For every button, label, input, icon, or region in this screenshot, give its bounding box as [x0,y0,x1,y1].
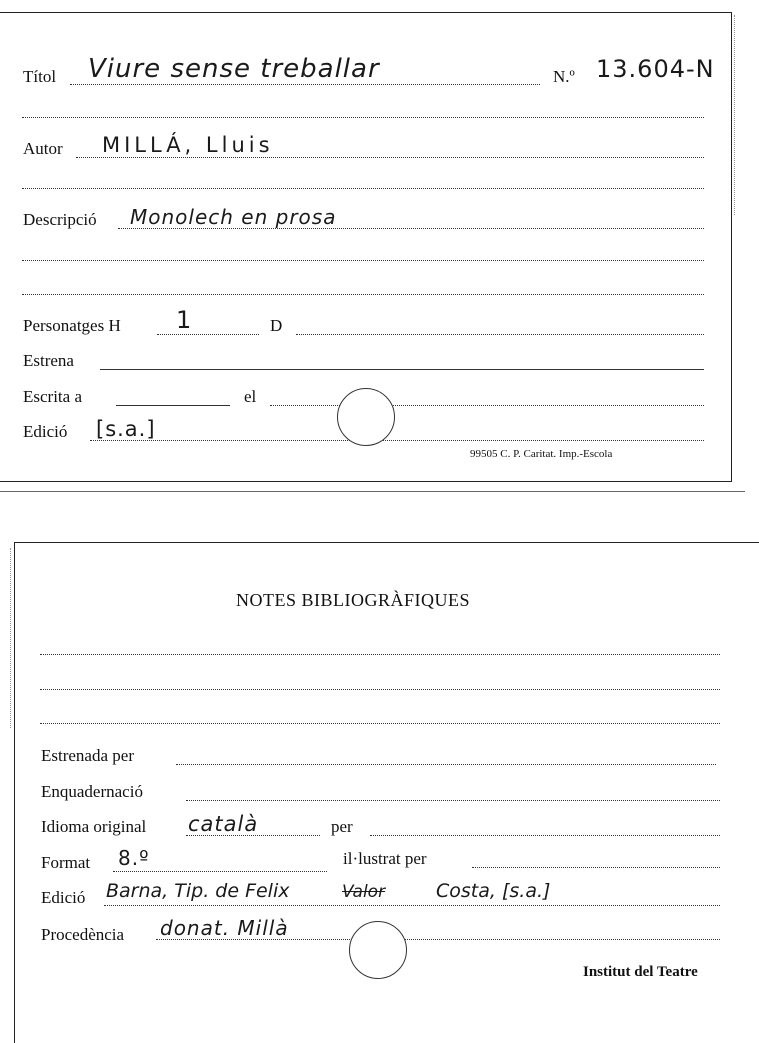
notes-line-3 [40,723,720,724]
card2-edge-noise [2,548,11,728]
enquadernacio-line [186,800,720,801]
titol-extra-line [22,117,704,118]
edicio2-value-a: Barna, Tip. de Felix [106,880,290,902]
escrita-line [116,405,230,406]
personatges-d-line [296,334,704,335]
personatges-d-label: D [270,316,283,335]
descripcio-extra-line-2 [22,294,704,295]
el-line [270,405,704,406]
edicio2-value-b: Costa, [s.a.] [436,880,551,902]
format-line [113,871,327,872]
escrita-label: Escrita a [23,387,82,406]
personatges-h-value: 1 [176,306,193,334]
institution-name: Institut del Teatre [583,964,698,980]
idioma-value: català [188,812,259,836]
punch-hole-card1 [337,388,395,446]
autor-extra-line [22,188,704,189]
autor-label: Autor [23,139,63,158]
edicio-value: [s.a.] [96,417,156,441]
el-label: el [244,387,257,406]
estrenada-line [176,764,716,765]
titol-line [70,84,540,85]
edicio2-line [104,905,720,906]
descripcio-label: Descripció [23,210,97,229]
printer-imprint: 99505 C. P. Caritat. Imp.-Escola [470,448,613,460]
estrena-label: Estrena [23,351,74,370]
idioma-per-label: per [331,817,353,836]
personatges-h-line [157,334,259,335]
procedencia-value: donat. Millà [160,916,289,940]
numero-label: N.º [553,67,575,86]
numero-value: 13.604-N [596,55,715,83]
procedencia-label: Procedència [41,925,125,944]
edicio-line [90,440,704,441]
illustrat-line [472,867,720,868]
descripcio-value: Monolech en prosa [130,205,337,229]
enquadernacio-label: Enquadernació [41,782,143,801]
format-label: Format [41,853,91,872]
notes-line-1 [40,654,720,655]
edicio-label: Edició [23,422,68,441]
card1-bottom-rule [0,491,745,492]
estrenada-label: Estrenada per [41,746,134,765]
autor-value: MILLÁ, Lluis [102,133,274,157]
titol-value: Viure sense treballar [88,54,380,84]
idioma-label: Idioma original [41,817,147,836]
card1-edge-noise [734,15,749,215]
edicio2-value-struck: Valor [342,882,386,902]
punch-hole-card2 [349,921,407,979]
titol-label: Títol [23,67,57,86]
edicio2-label: Edició [41,888,86,907]
estrena-line [100,369,704,370]
notes-line-2 [40,689,720,690]
format-value: 8.º [118,846,150,870]
descripcio-extra-line-1 [22,260,704,261]
illustrat-label: il·lustrat per [343,849,427,868]
notes-heading: NOTES BIBLIOGRÀFIQUES [236,590,471,610]
autor-line [76,157,704,158]
idioma-per-line [370,835,720,836]
personatges-label: Personatges H [23,316,121,335]
